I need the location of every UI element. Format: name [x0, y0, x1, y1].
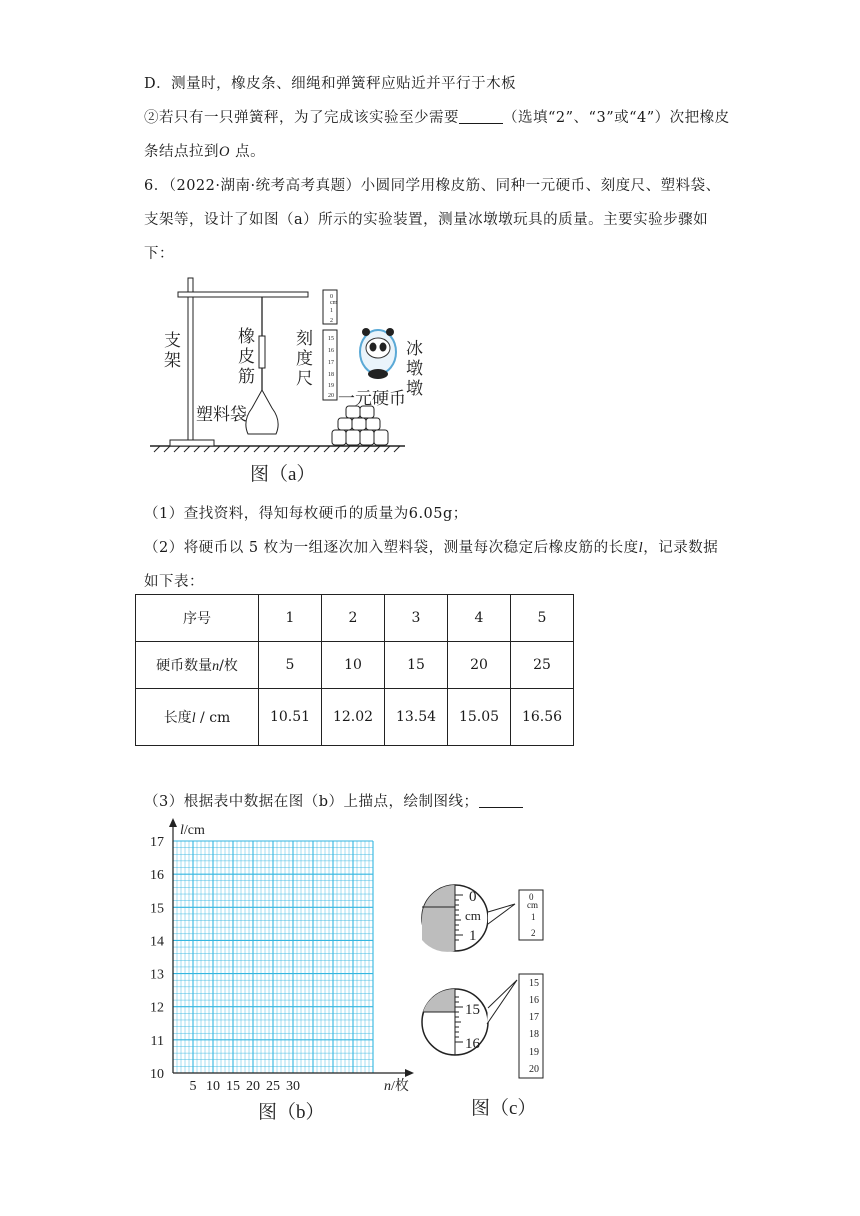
- ruler-c-tick-18: 18: [529, 1029, 539, 1040]
- fig-a-ruler-tick-17: 17: [328, 360, 334, 366]
- caption-fig-b: 图（b）: [258, 1102, 325, 1123]
- label-stand-2: 架: [164, 351, 181, 370]
- mag-bottom-15: 15: [465, 1002, 480, 1018]
- figure-b: [140, 818, 430, 1128]
- fig-a-ruler-tick-1: 1: [330, 308, 333, 314]
- ruler-c-tick-16: 16: [529, 995, 539, 1006]
- step-3: [144, 790, 523, 811]
- ruler-c-tick-17: 17: [529, 1012, 539, 1023]
- y-tick-label: 10: [150, 1067, 164, 1082]
- label-coins: 一元硬币: [338, 389, 406, 408]
- x-tick-label: 25: [266, 1079, 280, 1094]
- magnifier-top: [422, 885, 515, 952]
- ruler-c-tick-1: 1: [531, 912, 536, 922]
- table-cell: 5: [511, 595, 574, 642]
- question-6-line2: 支架等，设计了如图（a）所示的实验装置，测量冰墩墩玩具的质量。主要实验步骤如: [144, 212, 709, 228]
- x-tick-label: 15: [226, 1079, 240, 1094]
- answer-blank-2[interactable]: [479, 793, 523, 808]
- bingdwendwen-icon: [360, 328, 396, 379]
- table-cell: 3: [385, 595, 448, 642]
- var-l: l: [638, 540, 644, 556]
- step-1: （1）查找资料，得知每枚硬币的质量为6.05g；: [144, 506, 468, 522]
- label-bag: 塑料袋: [196, 405, 247, 424]
- fig-a-ruler-tick-16: 16: [328, 348, 334, 354]
- mag-top-0: 0: [469, 889, 477, 905]
- ruler-c-tick-2: 2: [531, 928, 536, 938]
- var-l: l: [191, 711, 196, 726]
- mag-bottom-16: 16: [465, 1036, 480, 1052]
- table-header-index: 序号: [136, 595, 259, 642]
- y-tick-label: 11: [150, 1033, 164, 1049]
- ruler-c-tick-0: 0: [529, 892, 534, 902]
- mag-top-1: 1: [469, 928, 477, 944]
- table-cell: 15.05: [448, 689, 511, 746]
- label-bingdwendwen-2: 墩: [406, 359, 423, 378]
- x-axis-label: n/枚: [384, 1079, 409, 1094]
- step-2-text-end: ，记录数据: [643, 540, 719, 556]
- point-o: O: [219, 144, 230, 160]
- fig-a-ruler-tick-0: 0: [330, 294, 333, 300]
- label-bingdwendwen-1: 冰: [406, 339, 423, 358]
- y-tick-label: 15: [150, 901, 164, 917]
- data-table: [135, 594, 574, 746]
- step-3-text: （3）根据表中数据在图（b）上描点，绘制图线；: [144, 794, 479, 810]
- mag-top-cm: cm: [465, 908, 481, 923]
- caption-fig-c: 图（c）: [471, 1098, 537, 1119]
- table-row: [136, 642, 574, 689]
- fig-a-ruler-tick-15: 15: [328, 336, 334, 342]
- y-axis-label: l/cm: [180, 823, 205, 838]
- figure-c: [415, 880, 565, 1120]
- table-cell: 25: [511, 642, 574, 689]
- ruler-c-tick-cm: cm: [527, 900, 538, 910]
- length-unit: / cm: [195, 710, 231, 726]
- length-label: 长度: [163, 710, 192, 726]
- var-n: n: [212, 659, 220, 674]
- graph-paper-grid: [173, 841, 373, 1073]
- step-2-line2: 如下表：: [144, 574, 204, 590]
- answer-blank-1[interactable]: [459, 109, 503, 124]
- x-tick-label: 5: [189, 1079, 197, 1094]
- question-2-line2: [144, 140, 265, 161]
- ruler-c-tick-15: 15: [529, 978, 539, 989]
- label-rubber-1: 橡: [238, 327, 255, 346]
- table-row: [136, 595, 574, 642]
- label-ruler-3: 尺: [296, 369, 313, 388]
- table-cell: 13.54: [385, 689, 448, 746]
- ruler-bottom: [519, 974, 543, 1078]
- ruler-c-tick-20: 20: [529, 1064, 539, 1075]
- table-cell: 10.51: [259, 689, 322, 746]
- x-tick-label: 10: [206, 1079, 220, 1094]
- table-cell: 20: [448, 642, 511, 689]
- label-rubber-3: 筋: [238, 367, 255, 386]
- step-2-line1: [144, 536, 718, 557]
- question-6-line3: 下：: [144, 246, 174, 262]
- table-header-length: [136, 689, 259, 746]
- y-tick-label: 12: [150, 1000, 164, 1016]
- fig-a-ruler-tick-18: 18: [328, 372, 334, 378]
- fig-a-ruler-tick-2: 2: [330, 318, 333, 324]
- table-cell: 5: [259, 642, 322, 689]
- y-axis-arrow-icon: [169, 818, 177, 827]
- q2-text-a: ②若只有一只弹簧秤，为了完成该实验至少需要: [144, 110, 459, 126]
- label-ruler-2: 度: [296, 349, 313, 368]
- y-tick-label: 13: [150, 967, 164, 983]
- table-row: [136, 689, 574, 746]
- q2-text-b: （选填“2”、“3”或“4”）次把橡皮: [503, 110, 730, 126]
- option-d: D．测量时，橡皮条、细绳和弹簧秤应贴近并平行于木板: [144, 76, 517, 92]
- y-tick-label: 16: [150, 868, 164, 884]
- question-6-line1: 6．（2022·湖南·统考高考真题）小圆同学用橡皮筋、同种一元硬币、刻度尺、塑料袋、: [144, 178, 721, 194]
- table-cell: 1: [259, 595, 322, 642]
- question-2-line1: [144, 106, 730, 127]
- caption-fig-a: 图（a）: [250, 464, 316, 485]
- figure-a: [140, 270, 430, 490]
- label-bingdwendwen-3: 墩: [406, 379, 423, 398]
- fig-a-ruler-tick-cm: cm: [330, 300, 338, 306]
- table-cell: 2: [322, 595, 385, 642]
- label-rubber-2: 皮: [238, 347, 255, 366]
- x-axis-arrow-icon: [405, 1069, 414, 1077]
- table-cell: 12.02: [322, 689, 385, 746]
- magnifier-bottom: [422, 980, 517, 1055]
- table-cell: 15: [385, 642, 448, 689]
- coins-label: 硬币数量: [156, 658, 213, 674]
- table-cell: 10: [322, 642, 385, 689]
- x-tick-label: 30: [286, 1079, 300, 1094]
- coins-unit: /枚: [219, 658, 238, 674]
- step-2-text: （2）将硬币以 5 枚为一组逐次加入塑料袋，测量每次稳定后橡皮筋的长度: [144, 540, 639, 556]
- table-header-coins: [136, 642, 259, 689]
- q2-line2-end: 点。: [229, 144, 266, 160]
- fig-a-ruler-tick-20: 20: [328, 393, 334, 399]
- q2-line2-text: 条结点拉到: [144, 144, 219, 160]
- table-cell: 16.56: [511, 689, 574, 746]
- label-stand-1: 支: [164, 331, 181, 350]
- table-cell: 4: [448, 595, 511, 642]
- ruler-c-tick-19: 19: [529, 1047, 539, 1058]
- x-tick-label: 20: [246, 1079, 260, 1094]
- fig-a-ruler-tick-19: 19: [328, 383, 334, 389]
- y-tick-label: 14: [150, 934, 164, 950]
- label-ruler-1: 刻: [296, 329, 313, 348]
- y-tick-label: 17: [150, 835, 164, 850]
